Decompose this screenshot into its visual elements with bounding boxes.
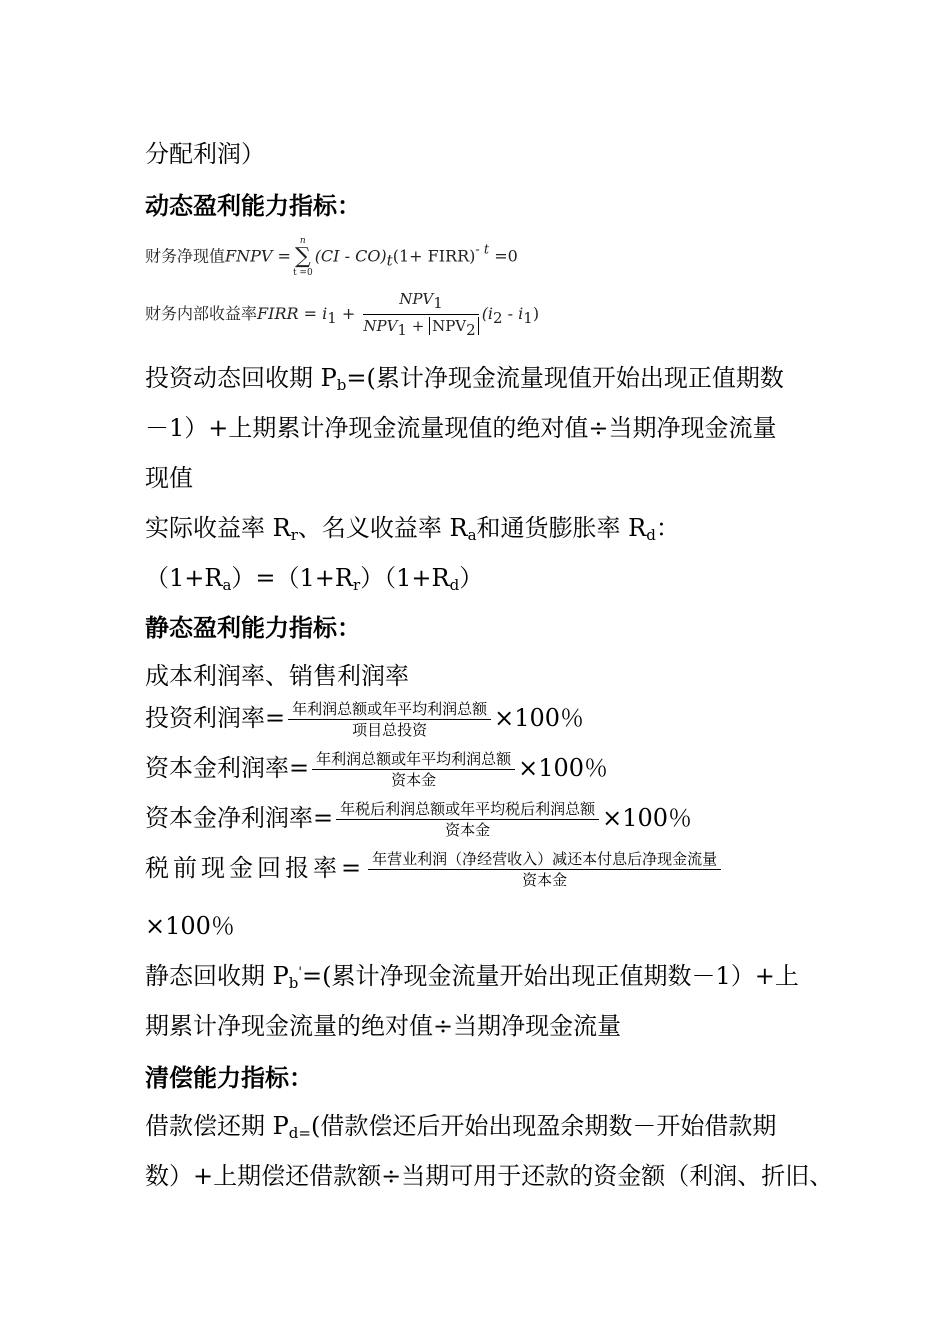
text-line — [145, 956, 799, 992]
fraction-numerator — [363, 288, 478, 315]
text: 投资动态回收期 P — [145, 364, 337, 392]
subscript: a — [222, 576, 232, 594]
fraction-denominator: 资本金 — [391, 771, 437, 789]
formula-investment-profit-rate — [145, 698, 584, 740]
formula-fnpv — [145, 236, 518, 278]
formula-label: 资本金利润率= — [145, 754, 310, 782]
heading-text: 清偿能力指标： — [145, 1064, 313, 1092]
text: 静态回收期 P — [145, 962, 289, 990]
sigma-glyph: ∑ — [294, 244, 311, 269]
formula-sub: 2 — [466, 321, 476, 339]
subscript: d — [646, 526, 656, 544]
text: 期累计净现金流量的绝对值÷当期净现金流量 — [145, 1012, 622, 1040]
text: 和通货膨胀率 R — [476, 514, 647, 542]
text-line — [145, 408, 777, 443]
formula-label: 税前现金回报率= — [145, 854, 366, 882]
text-line — [145, 134, 265, 169]
text: 借款偿还期 P — [145, 1112, 289, 1140]
formula-fraction — [336, 799, 599, 840]
formula-var: NPV — [432, 317, 467, 335]
formula-label: 投资利润率= — [145, 704, 286, 732]
text: ： — [655, 514, 680, 542]
formula-fraction — [288, 699, 491, 740]
text: 现值 — [145, 464, 193, 492]
text-line — [145, 1106, 776, 1142]
formula-sub: 1 — [397, 321, 407, 339]
text-line — [145, 906, 235, 941]
fraction-numerator: 年利润总额或年平均利润总额 — [312, 749, 515, 770]
fraction-numerator: 年利润总额或年平均利润总额 — [288, 699, 491, 720]
text-line — [145, 1006, 621, 1041]
formula-op: = i — [298, 304, 328, 323]
formula-op: = — [272, 246, 291, 266]
formula-term: (1+ FIRR) — [392, 246, 476, 266]
section-heading-dynamic — [145, 186, 361, 221]
formula-exp: - t — [475, 242, 490, 258]
formula-op: + — [336, 304, 361, 323]
formula-var: FNPV — [225, 246, 273, 266]
formula-fraction — [363, 288, 478, 341]
sigma-top: n — [299, 236, 306, 246]
formula-term: - i — [502, 304, 524, 323]
subscript: a — [467, 526, 477, 544]
text: 分配利润） — [145, 140, 265, 168]
formula-term: ×100％ — [145, 912, 235, 940]
formula-fraction — [312, 749, 515, 790]
formula-term: ×100％ — [518, 754, 609, 782]
text: ） — [459, 564, 484, 592]
text: －1）+上期累计净现金流量现值的绝对值÷当期净现金流量 — [145, 414, 777, 442]
fraction-denominator — [363, 315, 478, 341]
formula-var: NPV — [363, 317, 398, 335]
subscript: b — [336, 376, 347, 394]
formula-term: ×100％ — [494, 704, 585, 732]
formula-sub: 2 — [493, 309, 503, 327]
text: 成本利润率、销售利润率 — [145, 662, 409, 690]
text: 实际收益率 R — [145, 514, 291, 542]
heading-text: 动态盈利能力指标： — [145, 192, 361, 220]
fraction-denominator: 资本金 — [445, 821, 491, 839]
text-line — [145, 656, 409, 691]
text-line — [145, 558, 483, 594]
formula-label: 资本金净利润率= — [145, 804, 334, 832]
formula-term: (CI - CO) — [314, 246, 387, 266]
text-line — [145, 458, 193, 493]
text-line — [145, 1156, 833, 1191]
absolute-value — [429, 317, 479, 339]
formula-firr — [145, 288, 539, 341]
text: 数）+上期偿还借款额÷当期可用于还款的资金额（利润、折旧、 — [145, 1162, 834, 1190]
formula-var: FIRR — [257, 304, 299, 323]
sigma-bottom: t =0 — [292, 268, 313, 278]
subscript: b — [288, 974, 299, 992]
text: ）=（1+R — [231, 564, 353, 592]
formula-op: + — [406, 317, 430, 335]
formula-capital-profit-rate — [145, 748, 608, 790]
formula-label: 财务内部收益率 — [145, 304, 258, 323]
formula-sub: 1 — [327, 309, 337, 327]
formula-var: NPV — [399, 290, 434, 308]
fraction-numerator: 年税后利润总额或年平均税后利润总额 — [336, 799, 599, 820]
formula-capital-net-profit-rate — [145, 798, 692, 840]
sigma-symbol — [293, 236, 313, 278]
formula-term: =0 — [489, 246, 518, 266]
text: (借款偿还后开始出现盈余期数－开始借款期 — [310, 1112, 777, 1140]
formula-sub: 1 — [433, 294, 443, 312]
section-heading-solvency — [145, 1058, 313, 1093]
text: （1+R — [145, 564, 223, 592]
formula-sub: 1 — [523, 309, 533, 327]
fraction-denominator: 项目总投资 — [352, 721, 428, 739]
formula-pretax-cash-return — [145, 848, 724, 890]
section-heading-static — [145, 608, 361, 643]
heading-text: 静态盈利能力指标： — [145, 614, 361, 642]
subscript: r — [352, 576, 361, 594]
superscript: ' — [298, 965, 302, 980]
fraction-denominator: 资本金 — [522, 871, 568, 889]
text: =(累计净现金流量开始出现正值期数－1）+上 — [301, 962, 799, 990]
formula-label: 财务净现值 — [145, 246, 226, 266]
formula-fraction — [368, 849, 721, 890]
formula-term: ×100％ — [602, 804, 693, 832]
text: 、名义收益率 R — [297, 514, 468, 542]
formula-sub: t — [386, 251, 393, 270]
text-line — [145, 508, 680, 544]
text: =(累计净现金流量现值开始出现正值期数 — [346, 364, 784, 392]
formula-term: (i — [481, 304, 494, 323]
formula-term: ) — [532, 304, 540, 323]
subscript: d= — [288, 1124, 311, 1142]
text-line — [145, 358, 784, 394]
text: ）（1+R — [360, 564, 450, 592]
subscript: r — [290, 526, 298, 544]
subscript: d — [449, 576, 460, 594]
fraction-numerator: 年营业利润（净经营收入）减还本付息后净现金流量 — [368, 849, 721, 870]
